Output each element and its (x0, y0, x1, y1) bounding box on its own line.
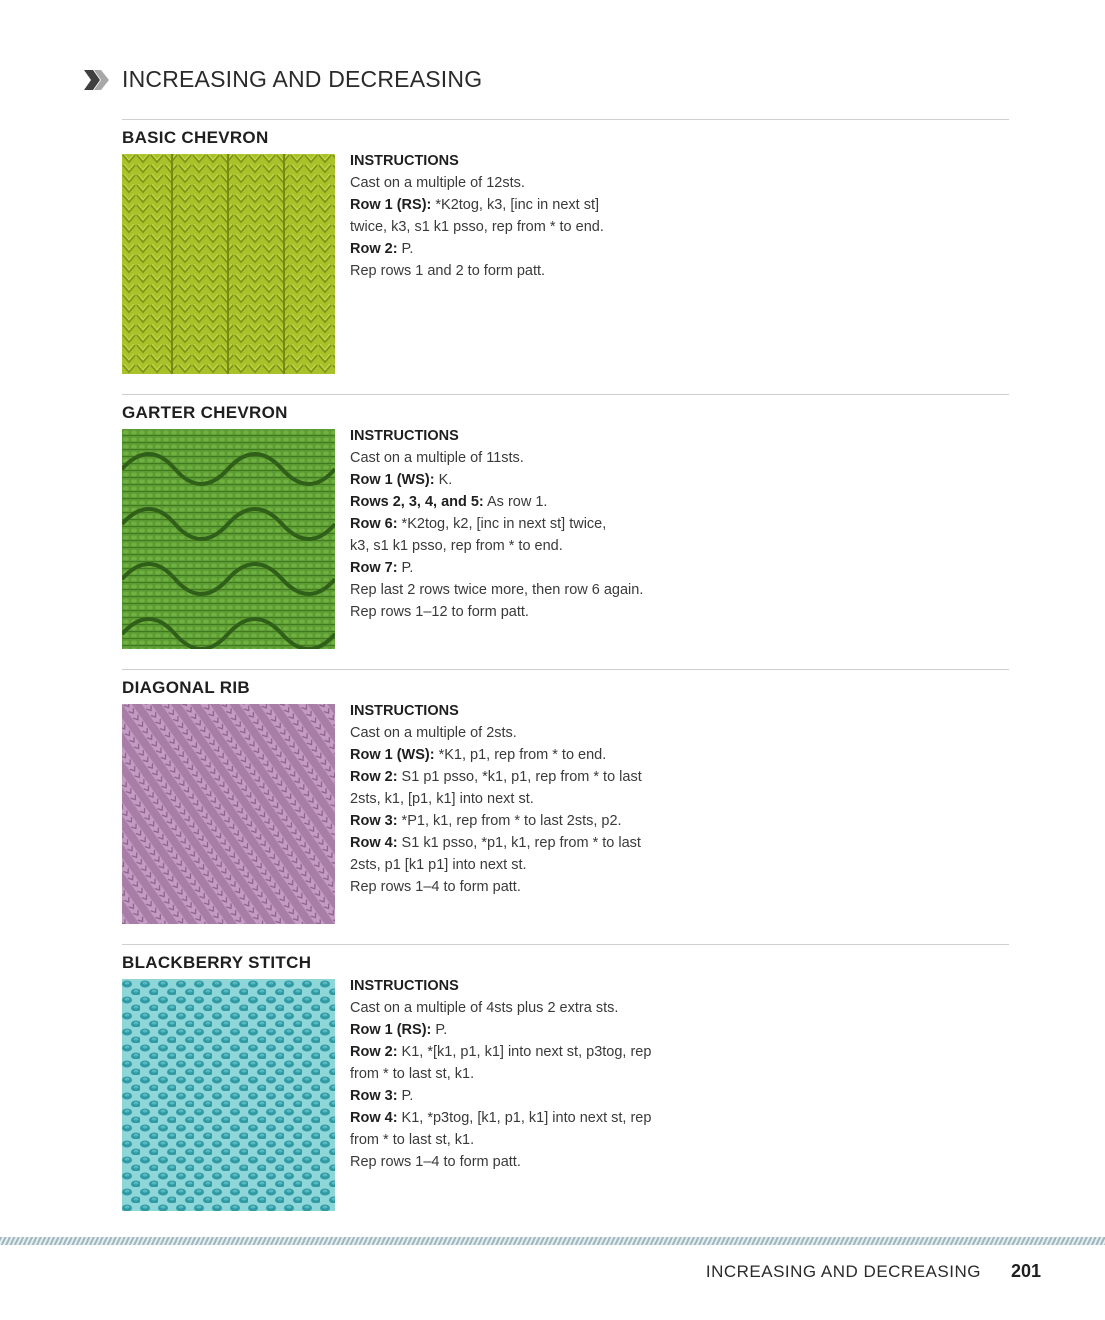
instructions-heading: INSTRUCTIONS (350, 428, 459, 444)
page-title: INCREASING AND DECREASING (122, 66, 483, 92)
section-title: GARTER CHEVRON (122, 403, 288, 422)
instruction-line: Row 2: S1 p1 psso, *k1, p1, rep from * to last (350, 769, 642, 785)
instruction-line: Row 1 (RS): P. (350, 1022, 448, 1038)
instruction-line: k3, s1 k1 psso, rep from * to end. (350, 538, 563, 554)
instruction-line: Row 3: P. (350, 1088, 414, 1104)
stitch-section-garter-chevron (122, 403, 1009, 653)
instructions-heading: INSTRUCTIONS (350, 153, 459, 169)
instruction-line: Row 4: S1 k1 psso, *p1, k1, rep from * to last (350, 835, 641, 851)
swatch-image (122, 979, 335, 1211)
chevron-right-icon (84, 69, 110, 91)
stitch-section-blackberry-stitch (122, 953, 1009, 1215)
instruction-line: Row 1 (WS): K. (350, 472, 453, 488)
section-title: BLACKBERRY STITCH (122, 953, 312, 972)
instructions-heading: INSTRUCTIONS (350, 978, 459, 994)
divider (122, 669, 1009, 670)
instruction-line: twice, k3, s1 k1 psso, rep from * to end. (350, 219, 604, 235)
instruction-line: Row 1 (WS): *K1, p1, rep from * to end. (350, 747, 607, 763)
page-header (84, 66, 482, 93)
instructions (350, 150, 770, 282)
swatch-image (122, 154, 335, 374)
instruction-line: Row 3: *P1, k1, rep from * to last 2sts, p2. (350, 813, 622, 829)
instruction-line: Row 2: K1, *[k1, p1, k1] into next st, p3tog, rep (350, 1044, 652, 1060)
divider (122, 944, 1009, 945)
instruction-line: Rep rows 1–4 to form patt. (350, 879, 521, 895)
instructions (350, 975, 770, 1173)
section-title: DIAGONAL RIB (122, 678, 250, 697)
stitch-section-basic-chevron (122, 128, 1009, 378)
instruction-line: 2sts, p1 [k1 p1] into next st. (350, 857, 527, 873)
instruction-line: from * to last st, k1. (350, 1066, 475, 1082)
stitch-section-diagonal-rib (122, 678, 1009, 928)
instruction-line: 2sts, k1, [p1, k1] into next st. (350, 791, 534, 807)
instruction-line: Cast on a multiple of 4sts plus 2 extra sts. (350, 1000, 619, 1016)
swatch-image (122, 704, 335, 924)
instruction-line: from * to last st, k1. (350, 1132, 475, 1148)
page-footer (706, 1261, 1041, 1282)
instructions (350, 700, 770, 898)
page-number: 201 (1010, 1261, 1041, 1281)
instructions-heading: INSTRUCTIONS (350, 703, 459, 719)
instruction-line: Row 7: P. (350, 560, 414, 576)
instruction-line: Cast on a multiple of 11sts. (350, 450, 524, 466)
instruction-line: Cast on a multiple of 2sts. (350, 725, 517, 741)
footer-band (0, 1237, 1105, 1245)
instruction-line: Rows 2, 3, 4, and 5: As row 1. (350, 494, 548, 510)
instruction-line: Row 4: K1, *p3tog, [k1, p1, k1] into next st, rep (350, 1110, 652, 1126)
instruction-line: Rep rows 1–4 to form patt. (350, 1154, 521, 1170)
knit-swatch-basic-chevron (122, 154, 335, 374)
divider (122, 394, 1009, 395)
instruction-line: Rep rows 1–12 to form patt. (350, 604, 529, 620)
instruction-line: Row 1 (RS): *K2tog, k3, [inc in next st] (350, 197, 600, 213)
section-title: BASIC CHEVRON (122, 128, 269, 147)
footer-chapter-title: INCREASING AND DECREASING (705, 1262, 981, 1281)
instructions (350, 425, 770, 623)
knit-swatch-garter-chevron (122, 429, 335, 649)
knit-swatch-diagonal-rib (122, 704, 335, 924)
instruction-line: Rep last 2 rows twice more, then row 6 again. (350, 582, 644, 598)
instruction-line: Row 2: P. (350, 241, 414, 257)
knit-swatch-blackberry-stitch (122, 979, 335, 1211)
divider (122, 119, 1009, 120)
instruction-line: Rep rows 1 and 2 to form patt. (350, 263, 546, 279)
instruction-line: Row 6: *K2tog, k2, [inc in next st] twice, (350, 516, 607, 532)
swatch-image (122, 429, 335, 649)
instruction-line: Cast on a multiple of 12sts. (350, 175, 525, 191)
